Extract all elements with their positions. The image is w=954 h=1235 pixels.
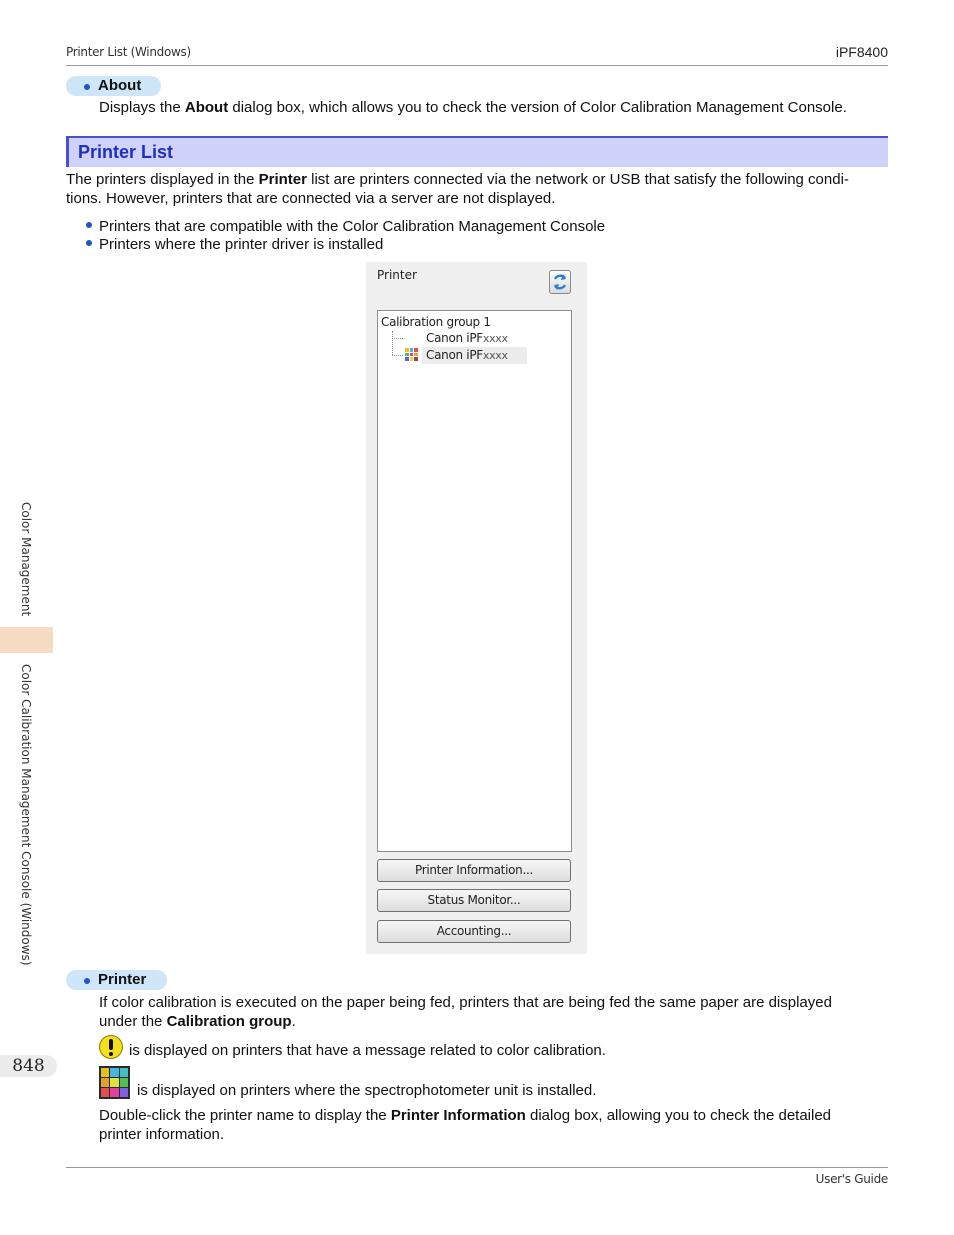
about-description	[99, 98, 847, 117]
dbl-line-2: printer information.	[99, 1126, 225, 1143]
intro-paragraph	[66, 170, 888, 208]
printer-description	[99, 993, 888, 1031]
bullet-item: Printers that are compatible with the Color Calibration Management Console	[99, 218, 606, 235]
desc-bold: Calibration group	[166, 1013, 292, 1030]
bullet-icon	[86, 240, 92, 246]
intro-pre: The printers displayed in the	[66, 171, 259, 188]
bullet-icon	[86, 222, 92, 228]
spectrophotometer-icon	[99, 1066, 130, 1099]
printer-name: Canon iPF	[426, 348, 483, 362]
warning-icon	[99, 1035, 123, 1059]
printer-name: Canon iPF	[426, 331, 483, 345]
running-header-left: Printer List (Windows)	[66, 45, 191, 59]
refresh-button[interactable]	[549, 270, 571, 294]
printer-tree[interactable]	[377, 310, 572, 852]
side-tab-lower: Color Calibration Management Console (Windows)	[19, 664, 33, 966]
intro-bold: Printer	[258, 171, 307, 188]
printer-label: Printer	[377, 268, 417, 282]
printer-desc-line-1: If color calibration is executed on the paper being fed, printers that are being fed the same paper are displayed	[99, 994, 832, 1011]
refresh-icon	[550, 271, 570, 293]
spectrophotometer-icon	[405, 348, 418, 361]
dbl-line-1	[99, 1106, 888, 1125]
tree-connector	[392, 355, 403, 356]
about-heading	[66, 76, 161, 96]
bullet-icon	[84, 978, 90, 984]
calibration-group-node[interactable]: Calibration group 1	[381, 315, 491, 329]
side-tab-upper: Color Management	[19, 502, 33, 617]
running-header-right: iPF8400	[835, 44, 888, 60]
desc-pre: under the	[99, 1013, 167, 1030]
desc-post: .	[291, 1013, 296, 1030]
printer-desc-line-2	[99, 1012, 888, 1031]
about-text-bold: About	[184, 99, 229, 116]
about-text-post: dialog box, which allows you to check the version of Color Calibration Management Console.	[228, 99, 847, 116]
double-click-paragraph	[99, 1106, 888, 1144]
section-title: Printer List	[78, 142, 174, 162]
intro-line-2: tions. However, printers that are connected via a server are not displayed.	[66, 190, 556, 207]
printer-model-suffix: xxxx	[482, 349, 508, 362]
spectrophotometer-explanation: is displayed on printers where the spectrophotometer unit is installed.	[137, 1082, 597, 1099]
status-monitor-button[interactable]: Status Monitor...	[377, 889, 571, 912]
dbl-bold: Printer Information	[390, 1107, 526, 1124]
tree-connector	[392, 338, 403, 339]
printer-model-suffix: xxxx	[482, 332, 508, 345]
printer-heading-label: Printer	[98, 971, 147, 988]
accounting-button[interactable]: Accounting...	[377, 920, 571, 943]
bullet-item: Printers where the printer driver is installed	[99, 236, 384, 253]
tree-connector	[392, 331, 393, 355]
warning-explanation: is displayed on printers that have a message related to color calibration.	[129, 1042, 606, 1059]
side-tab-marker	[0, 627, 53, 653]
printer-node[interactable]	[426, 331, 508, 345]
printer-list-panel	[366, 262, 587, 954]
page-number: 848	[0, 1055, 57, 1077]
printer-node[interactable]	[426, 348, 508, 362]
bullet-icon	[84, 84, 90, 90]
footer-rule	[66, 1167, 888, 1168]
intro-post: list are printers connected via the network or USB that satisfy the following condi-	[306, 171, 849, 188]
dbl-post: dialog box, allowing you to check the detailed	[525, 1107, 832, 1124]
header-rule	[66, 65, 888, 66]
intro-line-1	[66, 170, 888, 189]
about-text-pre: Displays the	[99, 99, 185, 116]
printer-information-button[interactable]: Printer Information...	[377, 859, 571, 882]
about-heading-label: About	[98, 77, 142, 94]
section-heading	[66, 136, 888, 167]
dbl-pre: Double-click the printer name to display the	[99, 1107, 391, 1124]
printer-heading	[66, 970, 167, 990]
running-footer: User's Guide	[815, 1172, 888, 1186]
